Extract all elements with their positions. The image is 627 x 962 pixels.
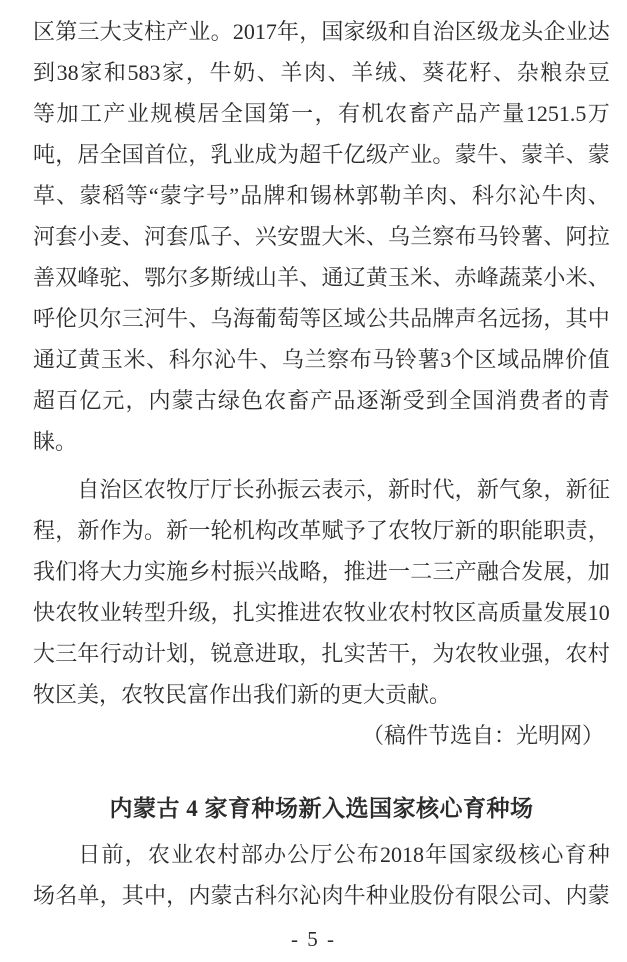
text-line: 场 名 单 ， 其 中 ， 内 蒙 古 科 尔 沁 肉 牛 种 业 股 份 有 限 公 司 、 内 蒙 [33, 883, 610, 908]
text-line: 自 治 区 农 牧 厅 厅 长 孙 振 云 表 示 ， 新 时 代 ， 新 气 象 ， 新 征 [33, 469, 610, 510]
paragraph-industry-continued [33, 11, 610, 462]
text-line: 呼 伦 贝 尔 三 河 牛 、 乌 海 葡 萄 等 区 域 公 共 品 牌 声 名 远 扬 ， 其 中 [33, 306, 610, 331]
text-line: 吨 ， 居 全 国 首 位 ， 乳 业 成 为 超 千 亿 级 产 业 。 蒙 牛 、 蒙 羊 、 蒙 [33, 142, 610, 167]
document-body [33, 11, 610, 916]
first-line-indent [33, 496, 77, 497]
text-line: 到 38 家 和 583 家 ， 牛 奶 、 羊 肉 、 羊 绒 、 葵 花 籽 、 杂 粮 杂 豆 [33, 60, 610, 85]
page-number: - 5 - [291, 927, 336, 951]
text-line: 等 加 工 产 业 规 模 居 全 国 第 一 ， 有 机 农 畜 产 品 产 量 1251.5 万 [33, 101, 610, 126]
paragraph-official-statement [33, 469, 610, 715]
text-line: 草 、 蒙 稻 等 “ 蒙 字 号 ” 品 牌 和 锡 林 郭 勒 羊 肉 、 科 尔 沁 牛 肉 、 [33, 183, 610, 208]
text-line: 程 ， 新 作 为 。 新 一 轮 机 构 改 革 赋 予 了 农 牧 厅 新 的 职 能 职 责 ， [33, 518, 610, 543]
text-line: 大 三 年 行 动 计 划 ， 锐 意 进 取 ， 扎 实 苦 干 ， 为 农 牧 业 强 ， 农 村 [33, 641, 610, 666]
text-line: 日 前 ， 农 业 农 村 部 办 公 厅 公 布 2018 年 国 家 级 核 心 育 种 [33, 834, 610, 875]
text-line: 牧区美，农牧民富作出我们新的更大贡献。 [33, 682, 452, 707]
text-line: 通 辽 黄 玉 米 、 科 尔 沁 牛 、 乌 兰 察 布 马 铃 薯 3 个 区 域 品 牌 价 值 [33, 347, 610, 372]
text-line: 睐。 [33, 429, 78, 454]
text-line: 善 双 峰 驼 、 鄂 尔 多 斯 绒 山 羊 、 通 辽 黄 玉 米 、 赤 峰 蔬 菜 小 米 、 [33, 265, 610, 290]
source-attribution: （稿件节选自：光明网） [361, 723, 604, 748]
text-line: 快 农 牧 业 转 型 升 级 ， 扎 实 推 进 农 牧 业 农 村 牧 区 高 质 量 发 展 10 [33, 600, 610, 625]
text-line: 河 套 小 麦 、 河 套 瓜 子 、 兴 安 盟 大 米 、 乌 兰 察 布 马 铃 薯 、 阿 拉 [33, 224, 610, 249]
text-line: 区 第 三 大 支 柱 产 业 。 2017 年 ， 国 家 级 和 自 治 区 级 龙 头 企 业 达 [33, 19, 610, 44]
text-line: 我 们 将 大 力 实 施 乡 村 振 兴 战 略 ， 推 进 一 二 三 产 融 合 发 展 ， 加 [33, 559, 610, 584]
paragraph-breeding-farms [33, 834, 610, 916]
text-line: 超 百 亿 元 ， 内 蒙 古 绿 色 农 畜 产 品 逐 渐 受 到 全 国 消 费 者 的 青 [33, 388, 610, 413]
section-heading: 内蒙古 4 家育种场新入选国家核心育种场 [109, 796, 534, 821]
first-line-indent [33, 861, 77, 862]
